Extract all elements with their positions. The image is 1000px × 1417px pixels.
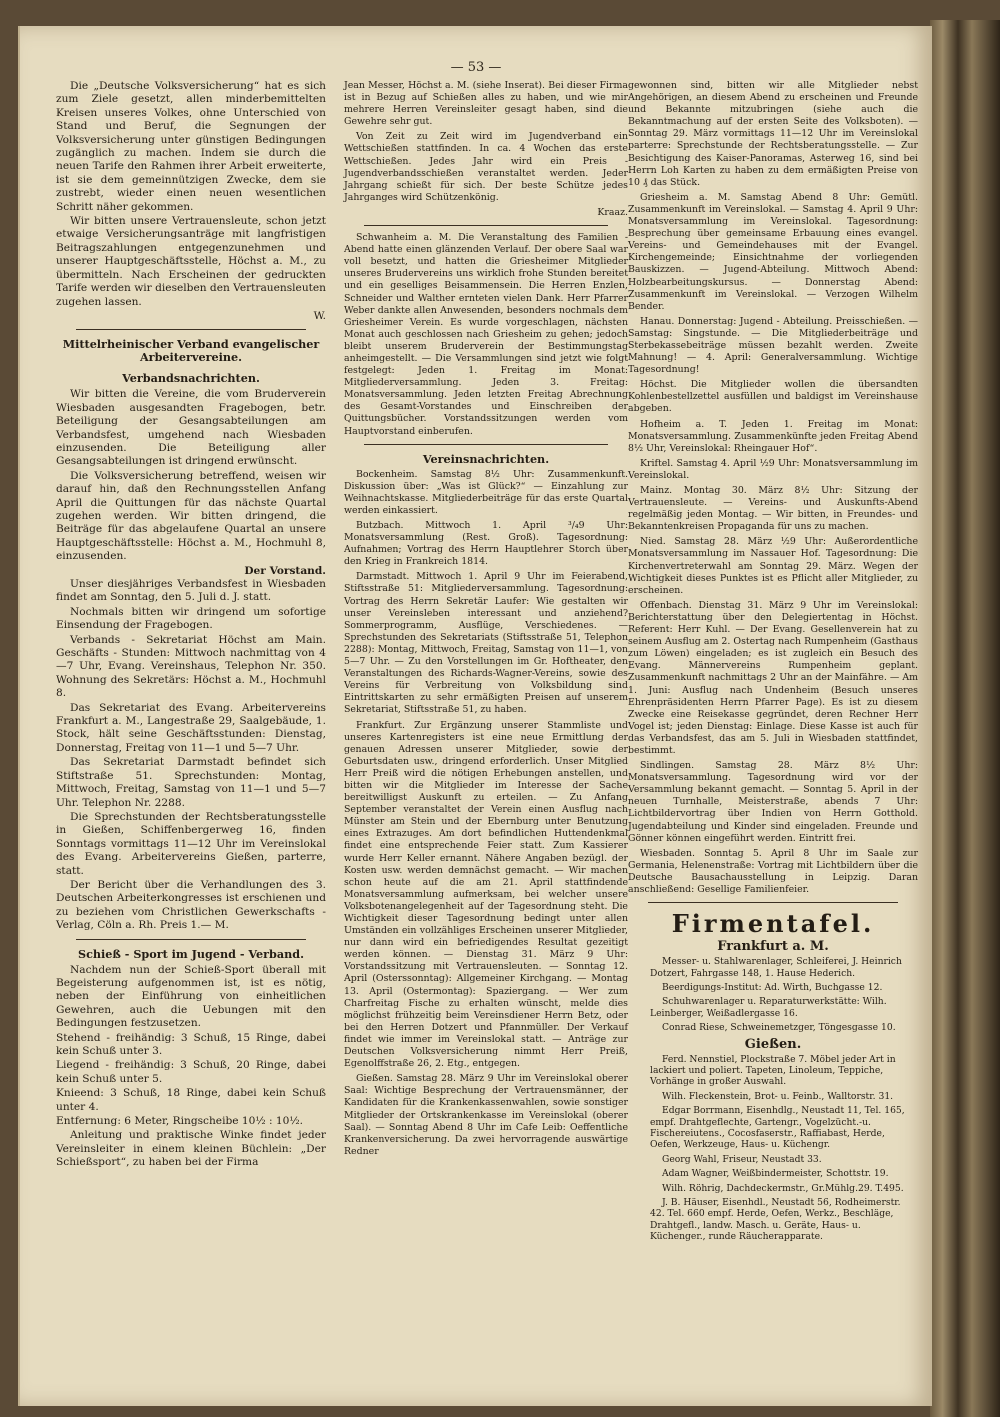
paragraph: Gießen. Samstag 28. März 9 Uhr im Vereinslokal oberer Saal: Wichtige Besprechung der Vertrauensmänner, der Kandidaten für die Krankenkassenwahlen, sowie sonstiger Mitglieder der Ortskrankenkasse im Vereinslokal (oberer Saal). — Sonntag Abend 8 Uhr im Cafe Leib: Oeffentliche Krankenversicherung. Da zwei hervorragende auswärtige Redner (344, 1073, 628, 1157)
paragraph: Von Zeit zu Zeit wird im Jugendverband ein Wettschießen stattfinden. In ca. 4 Wochen das erste Wettschießen. Jedes Jahr wird ein Preis - Jugendverbandsschießen veranstaltet werden. Jeder Jahrgang schießt für sich. Der beste Schütze jedes Jahrganges wird Schützenkönig. (344, 131, 628, 203)
section-heading: Vereinsnachrichten. (422, 451, 550, 466)
book-edge (930, 20, 1000, 1417)
divider (76, 939, 306, 940)
paragraph: Griesheim a. M. Samstag Abend 8 Uhr: Gemütl. Zusammenkunft im Vereinslokal. — Samstag 4. April 9 Uhr: Monatsversammlung im Vereinslokal. Tagesordnung: Besprechung über gemeinsame Erbauung eines evangel. Vereins- und Gemeindehauses mit der Evangel. Kirchengemeinde; Einsichtnahme der vorliegenden Bauskizzen. — Jugend-Abteilung. Mittwoch Abend: Holzbearbeitungskursus. — Donnerstag Abend: Zusammenkunft im Vereinslokal. — Verzogen Wilhelm Bender. (628, 191, 918, 312)
section-subheading: Verbandsnachrichten. (122, 371, 260, 386)
paragraph: Hofheim a. T. Jeden 1. Freitag im Monat: Monatsversammlung. Zusammenkünfte jeden Freitag Abend 8½ Uhr, Vereinslokal: Rheingauer Hof“. (628, 418, 918, 454)
paragraph: Das Sekretariat des Evang. Arbeitervereins Frankfurt a. M., Langestraße 29, Saalgebäude, 1. Stock, hält seine Geschäftsstunden: Dienstag, Donnerstag, Freitag von 11—1 und 5—7 Uhr. (56, 701, 326, 754)
directory-entry: J. B. Häuser, Eisenhdl., Neustadt 56, Rodheimerstr. 42. Tel. 660 empf. Herde, Oefen, Werkz., Beschläge, Drahtgefl., landw. Masch. u. Geräte, Haus- u. Küchenger., runde Räucherapparate. (650, 1197, 901, 1243)
directory-entry: Messer- u. Stahlwarenlager, Schleiferei, J. Heinrich Dotzert, Fahrgasse 148, 1. Hause Hederich. (650, 956, 902, 979)
column-right (628, 80, 918, 1246)
directory-entry: Conrad Riese, Schweinemetzger, Töngesgasse 10. (662, 1022, 896, 1034)
section-heading: Schieß - Sport im Jugend - Verband. (78, 946, 304, 961)
page-number: — 53 — (450, 60, 502, 75)
paragraph: Bockenheim. Samstag 8½ Uhr: Zusammenkunft. Diskussion über: „Was ist Glück?“ — Einzahlung zur Weihnachtskasse. Mitgliederbeiträge für das erste Quartal werden einkassiert. (344, 468, 628, 516)
rule-item: Entfernung: 6 Meter, Ringscheibe 10½ : 10½. (56, 1115, 304, 1128)
paragraph: Offenbach. Dienstag 31. März 9 Uhr im Vereinslokal: Berichterstattung über den Delegiertentag in Höchst. Referent: Herr Kuhl. — Der Evang. Gesellenverein hat zu seinem Ausflug am 2. Ostertag nach Rumpenheim (Gasthaus zum Löwen) eingeladen; es ist zugleich ein Besuch des Evang. Männervereins Rumpenheim geplant. Zusammenkunft nachmittags 2 Uhr an der Mainfähre. — Am 1. Juni: Ausflug nach Undenheim (Besuch unseres Ehrenpräsidenten Herrn Pfarrer Page). Es ist zu diesem Zwecke eine Reisekasse gegründet, deren Rechner Herr Vogel ist; jeden Dienstag: Einlage. Diese Kasse ist auch für das Verbandsfest, das am 5. Juli in Wiesbaden stattfindet, bestimmt. (628, 599, 918, 756)
paragraph: Butzbach. Mittwoch 1. April ³/₄9 Uhr: Monatsversammlung (Rest. Groß). Tagesordnung: Aufnahmen; Vortrag des Herrn Hauptlehrer Storch über den Krieg in Frankreich 1814. (344, 520, 628, 568)
rule-item: Knieend: 3 Schuß, 18 Ringe, dabei kein Schuß unter 4. (56, 1087, 326, 1113)
directory-entry: Georg Wahl, Friseur, Neustadt 33. (662, 1153, 822, 1165)
signature: Der Vorstand. (244, 564, 326, 577)
paragraph: Der Bericht über die Verhandlungen des 3. Deutschen Arbeiterkongresses ist erschienen und zu beziehen vom Christlichen Gewerkschafts - Verlag, Cöln a. Rh. Preis 1.— M. (56, 878, 326, 932)
paragraph: Verbands - Sekretariat Höchst am Main. Geschäfts - Stunden: Mittwoch nachmittag von 4—7 Uhr, Evang. Vereinshaus, Telephon Nr. 350. Wohnung des Sekretärs: Höchst a. M., Hochmuhl 8. (56, 633, 326, 700)
paragraph: Die Sprechstunden der Rechtsberatungsstelle in Gießen, Schiffenbergerweg 16, finden Sonntags vormittags 11—12 Uhr im Vereinslokal des Evang. Arbeitervereins Gießen, parterre, statt. (56, 810, 326, 877)
paragraph: gewonnen sind, bitten wir alle Mitglieder nebst Angehörigen, an diesem Abend zu erscheinen und Freunde und Bekannte mitzubringen (siehe auch die Bekanntmachung auf der ersten Seite des Volksboten). — Sonntag 29. März vormittags 11—12 Uhr im Vereinslokal parterre: Sprechstunde der Rechtsberatungsstelle. — Zur Besichtigung des Kaiser-Panoramas, Asterweg 16, sind bei Herrn Loh Karten zu haben zu dem ermäßigten Preise von 10 ₰ das Stück. (628, 80, 918, 188)
paragraph: Wir bitten die Vereine, die vom Bruderverein Wiesbaden ausgesandten Fragebogen, betr. Beteiligung der Gesangsabteilungen am Verbandsfest, umgehend nach Wiesbaden einzusenden. Die Beteiligung aller Gesangsabteilungen ist dringend erwünscht. (56, 388, 326, 468)
paragraph: Kriftel. Samstag 4. April ½9 Uhr: Monatsversammlung im Vereinslokal. (628, 457, 918, 481)
paragraph: Die Volksversicherung betreffend, weisen wir darauf hin, daß den Rechnungsstellen Anfang April die Quittungen für das nächste Quartal zugehen werden. Wir bitten dringend, die Beiträge für das abgelaufene Quartal an unsere Hauptgeschäftsstelle: Höchst a. M., Hochmuhl 8, einzusenden. (56, 469, 326, 563)
directory-entry: Edgar Borrmann, Eisenhdlg., Neustadt 11, Tel. 165, empf. Drahtgeflechte, Gartengr., Vogelzücht.-u. Fischereiutens., Cocosfaserstr., Raffiabast, Herde, Oefen, Werkzeuge, Haus- u. Küchengr. (650, 1105, 905, 1151)
paragraph: Anleitung und praktische Winke findet jeder Vereinsleiter in einem kleinen Büchlein: „Der Schießsport“, zu haben bei der Firma (56, 1129, 326, 1169)
paragraph: Nochmals bitten wir dringend um sofortige Einsendung der Fragebogen. (56, 605, 326, 632)
paragraph: Frankfurt. Zur Ergänzung unserer Stammliste und unseres Kartenregisters ist eine neue Ermittlung der genauen Adressen unserer Mitglieder, sowie der Geburtsdaten usw., dringend erforderlich. Unser Mitglied Herr Preiß wird die nötigen Erhebungen anstellen, und bitten wir die Mitglieder im Interesse der Sache bereitwilligst Auskunft zu erteilen. — Zu Anfang September veranstaltet der Verein einen Ausflug nach Münster am Stein und der Ebernburg unter Benutzung eines Extrazuges. Am dort befindlichen Huttendenkmal findet eine entsprechende Feier statt. Zum Kassierer wurde Herr Keller ernannt. Nähere Angaben bezügl. der Kosten usw. werden demnächst gemacht. — Wir machen schon heute auf die am 21. April stattfindende Monatsversammlung aufmerksam, bei welcher unsere Volksbotenangelegenheit auf der Tagesordnung steht. Die Wichtigkeit dieser Tagesordnung bedingt unter allen Umständen ein vollzähliges Erscheinen unserer Mitglieder, nur dann wird ein befriedigendes Resultat gezeitigt werden können. — Dienstag 31. März 9 Uhr: Vorstandssitzung mit Vertrauensleuten. — Sonntag 12. April (Osterssonntag): Allgemeiner Kirchgang. — Montag 13. April (Ostermontag): Spaziergang. — Wer zum Charfreitag Fische zu erhalten wünscht, melde dies möglichst frühzeitig beim Vereinsdiener Herrn Betz, oder bei den Herren Dotzert und Pfannmüller. Der Verkauf findet wie immer im Vereinslokal statt. — Anträge zur Deutschen Volksversicherung nimmt Herr Preiß, Egenolffstraße 26, 2. Etg., entgegen. (344, 719, 628, 1070)
paragraph: Wiesbaden. Sonntag 5. April 8 Uhr im Saale zur Germania, Helenenstraße: Vortrag mit Lichtbildern über die Deutsche Bausachausstellung in Leipzig. Daran anschließend: Gesellige Familienfeier. (628, 847, 918, 895)
paragraph: Darmstadt. Mittwoch 1. April 9 Uhr im Feierabend, Stiftsstraße 51: Mitgliederversammlung. Tagesordnung: Vortrag des Herrn Sekretär Laufer: Wie gestalten wir unser Vereinsleben interessant und anziehend? Sommerprogramm, Ausflüge, Verschiedenes. — Sprechstunden des Sekretariats (Stiftsstraße 51, Telephon 2288): Montag, Mittwoch, Freitag, Samstag von 11—1, von 5—7 Uhr. — Zu den Vorstellungen im Gr. Hoftheater, den Veranstaltungen des Richards-Wagner-Vereins, sowie des Vereins für Verbreitung von Volksbildung sind Eintrittskarten zu sehr ermäßigten Preisen auf unserem Sekretariat, Stiftsstraße 51, zu haben. (344, 571, 628, 716)
divider (76, 329, 306, 330)
document-page (18, 26, 932, 1406)
rule-item: Liegend - freihändig: 3 Schuß, 20 Ringe, dabei kein Schuß unter 5. (56, 1059, 326, 1085)
paragraph: Die „Deutsche Volksversicherung“ hat es sich zum Ziele gesetzt, allen minderbemittelten Kreisen unseres Volkes, ohne Unterschied von Stand und Beruf, die Segnungen der Volksversicherung unter günstigen Bedingungen zugänglich zu machen. Indem sie durch die neuen Tarife den Rahmen ihrer Arbeit erweiterte, ist sie dem gemeinnützigen Zwecke, dem sie zustrebt, wieder einen neuen wesentlichen Schritt näher gekommen. (56, 80, 326, 213)
paragraph: Nied. Samstag 28. März ½9 Uhr: Außerordentliche Monatsversammlung im Nassauer Hof. Tagesordnung: Die Kirchenvertreterwahl am Sonntag 29. März. Wegen der Wichtigkeit dieses Punktes ist es Pflicht aller Mitglieder, zu erscheinen. (628, 536, 918, 596)
directory-city: Frankfurt a. M. (717, 939, 829, 955)
divider (648, 902, 898, 903)
directory-city: Gießen. (744, 1036, 802, 1052)
paragraph: Wir bitten unsere Vertrauensleute, schon jetzt etwaige Versicherungsanträge mit langfristigen Beitragszahlungen entgegenzunehmen und unserer Hauptgeschäftsstelle, Höchst a. M., zu übermitteln. Nach Erscheinen der gedruckten Tarife werden wir dieselben den Vertrauensleuten zugehen lassen. (56, 215, 326, 308)
directory-entry: Wilh. Fleckenstein, Brot- u. Feinb., Walltorstr. 31. (662, 1090, 894, 1102)
divider (364, 225, 608, 226)
column-middle (344, 80, 628, 1161)
paragraph: Nachdem nun der Schieß-Sport überall mit Begeisterung aufgenommen ist, ist es nötig, neben der Einführung von einheitlichen Gewehren, auch die Uebungen mit den Bedingungen festzusetzen. (56, 963, 326, 1030)
paragraph: Das Sekretariat Darmstadt befindet sich Stiftstraße 51. Sprechstunden: Montag, Mittwoch, Freitag, Samstag von 11—1 und 5—7 Uhr. Telephon Nr. 2288. (56, 756, 326, 809)
paragraph: Unser diesjähriges Verbandsfest in Wiesbaden findet am Sonntag, den 5. Juli d. J. statt. (56, 578, 326, 604)
paragraph: Hanau. Donnerstag: Jugend - Abteilung. Preisschießen. — Samstag: Singstunde. — Die Mitgliederbeiträge und Sterbekassebeiträge müssen bezahlt werden. Zweite Mahnung! — 4. April: Generalversammlung. Wichtige Tagesordnung! (628, 315, 918, 376)
directory-entry: Beerdigungs-Institut: Ad. Wirth, Buchgasse 12. (662, 981, 883, 993)
paragraph: Höchst. Die Mitglieder wollen die übersandten Kohlenbestellzettel ausfüllen und baldigst im Vereinshause abgeben. (628, 379, 918, 415)
signature: Kraaz. (597, 206, 628, 218)
divider (364, 444, 608, 445)
paragraph: Jean Messer, Höchst a. M. (siehe Inserat). Bei dieser Firma ist in Bezug auf Schießen alles zu haben, und wie mir mehrere Herren Vereinsleiter gesagt haben, sind die Gewehre sehr gut. (344, 80, 628, 128)
section-heading: Mittelrheinischer Verband evangelischer Arbeitervereine. (62, 337, 320, 365)
rule-item: Stehend - freihändig: 3 Schuß, 15 Ringe, dabei kein Schuß unter 3. (56, 1031, 326, 1057)
directory-title: Firmentafel. (671, 909, 875, 939)
directory-entry: Schuhwarenlager u. Reparaturwerkstätte: Wilh. Leinberger, Weißadlergasse 16. (650, 996, 887, 1019)
directory-entry: Wilh. Röhrig, Dachdeckermstr., Gr.Mühlg.29. T.495. (662, 1182, 904, 1194)
directory-entry: Adam Wagner, Weißbindermeister, Schottstr. 19. (662, 1168, 889, 1180)
paragraph: Mainz. Montag 30. März 8½ Uhr: Sitzung der Vertrauensleute. — Vereins- und Auskunfts-Abend regelmäßig jeden Montag. — Wir bitten, in Freundes- und Bekanntenkreisen Propaganda für uns zu machen. (628, 485, 918, 533)
directory-entry: Ferd. Nennstiel, Plockstraße 7. Möbel jeder Art in lackiert und poliert. Tapeten, Linoleum, Teppiche, Vorhänge in großer Auswahl. (650, 1053, 896, 1088)
paragraph: Schwanheim a. M. Die Veranstaltung des Familien - Abend hatte einen glänzenden Verlauf. Der obere Saal war voll besetzt, und hatten die Griesheimer Mitglieder unseres Brudervereins uns wirklich frohe Stunden bereitet und ein geselliges Beisammensein. Die Herren Enzlen, Schneider und Walther ernteten vielen Dank. Herr Pfarrer Weber dankte allen Anwesenden, besonders nochmals dem Griesheimer Verein. Es wurde vorgeschlagen, nächsten Monat auch geschlossen nach Griesheim zu gehen; jedoch bleibt unserem Bruderverein der Bestimmungstag anheimgestellt. — Die Versammlungen sind jetzt wie folgt festgelegt: Jeden 1. Freitag im Monat: Mitgliederversammlung. Jeden 3. Freitag: Monatsversammlung. Jeden letzten Freitag Abrechnung des Gesamt-Vorstandes und Einschreiben der Quittungsbücher. Vorstandssitzungen werden vom Hauptvorstand einberufen. (344, 232, 628, 437)
signature: W. (313, 309, 326, 322)
paragraph: Sindlingen. Samstag 28. März 8½ Uhr: Monatsversammlung. Tagesordnung wird vor der Versammlung bekannt gemacht. — Sonntag 5. April in der neuen Turnhalle, Meisterstraße, abends 7 Uhr: Lichtbildervortrag über Indien von Herrn Gotthold. Jugendabteilung und Kinder sind eingeladen. Freunde und Gönner können eingeführt werden. Eintritt frei. (628, 760, 918, 844)
column-left (56, 80, 326, 1171)
